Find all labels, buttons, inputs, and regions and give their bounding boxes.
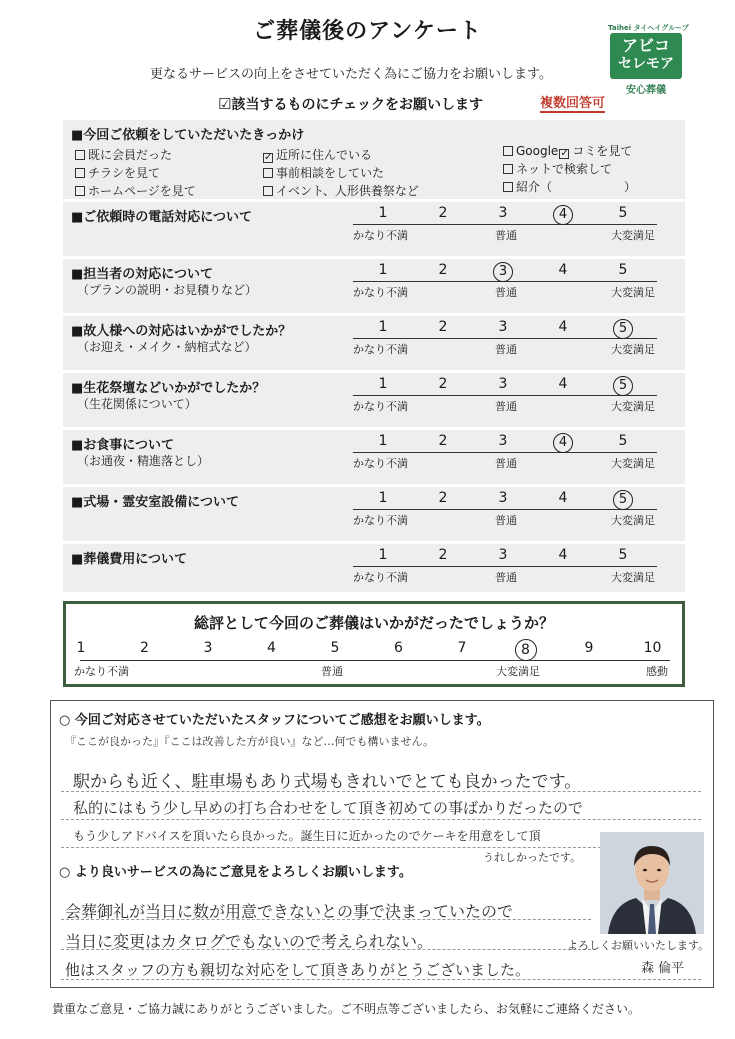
rating-question bbox=[63, 484, 685, 541]
checkmark-icon: ☑ bbox=[218, 95, 232, 113]
rating-option-1[interactable]: 1 bbox=[378, 205, 388, 221]
handwritten-line: 私的にはもう少し早めの打ち合わせをして頂き初めての事ばかりだったので bbox=[73, 799, 584, 817]
scale-label-mid: 普通 bbox=[495, 286, 517, 299]
scale-label-mid: 普通 bbox=[495, 571, 517, 584]
rating-option-5[interactable]: 5 bbox=[618, 433, 628, 449]
overall-option-5[interactable]: 5 bbox=[330, 640, 340, 656]
overall-rating-box bbox=[63, 601, 685, 687]
rating-option-5[interactable]: 5 bbox=[613, 376, 633, 396]
question-subtitle: （お通夜・精進落とし） bbox=[77, 454, 210, 468]
question-title: ■ご依頼時の電話対応について bbox=[71, 210, 253, 225]
rating-option-4[interactable]: 4 bbox=[558, 547, 568, 563]
rating-option-5[interactable]: 5 bbox=[613, 319, 633, 339]
rating-option-3[interactable]: 3 bbox=[498, 547, 508, 563]
rating-option-4[interactable]: 4 bbox=[558, 319, 568, 335]
checkbox-icon[interactable] bbox=[503, 182, 513, 192]
question-title: ■今回ご依頼をしていただいたきっかけ bbox=[71, 128, 305, 143]
rating-option-2[interactable]: 2 bbox=[438, 262, 448, 278]
rating-scale-line bbox=[353, 566, 657, 567]
service-comment-heading: ○ より良いサービスの為にご意見をよろしくお願いします。 bbox=[59, 865, 412, 880]
rating-option-4[interactable]: 4 bbox=[558, 376, 568, 392]
scale-label-mid: 普通 bbox=[495, 457, 517, 470]
rating-option-2[interactable]: 2 bbox=[438, 433, 448, 449]
question-subtitle: （お迎え・メイク・納棺式など） bbox=[77, 340, 257, 354]
option-label: 近所に住んでいる bbox=[276, 148, 373, 162]
scale-label-high: 大変満足 bbox=[611, 457, 655, 470]
option-member[interactable] bbox=[75, 146, 172, 163]
staff-signature: 森 倫平 bbox=[641, 961, 685, 976]
option-label: 既に会員だった bbox=[88, 148, 173, 162]
option-label: 事前相談をしていた bbox=[276, 166, 385, 180]
staff-photo bbox=[600, 832, 704, 934]
rating-scale-line bbox=[353, 338, 657, 339]
question-title: ■生花祭壇などいかがでしたか？ bbox=[71, 381, 266, 396]
check-instruction-text: 該当するものにチェックをお願いします bbox=[231, 97, 484, 113]
overall-option-9[interactable]: 9 bbox=[584, 640, 594, 656]
rating-option-1[interactable]: 1 bbox=[378, 490, 388, 506]
footer-note: 貴重なご意見・ご協力誠にありがとうございました。ご不明点等ございましたら、お気軽にご連絡ください。 bbox=[52, 1002, 641, 1016]
checkbox-icon[interactable] bbox=[263, 186, 273, 196]
rating-option-2[interactable]: 2 bbox=[438, 376, 448, 392]
overall-option-4[interactable]: 4 bbox=[267, 640, 276, 656]
option-consultation[interactable] bbox=[263, 164, 384, 181]
scale-label-high: 大変満足 bbox=[611, 571, 655, 584]
page-title: ご葬儀後のアンケート bbox=[253, 19, 482, 44]
option-event[interactable] bbox=[263, 182, 419, 199]
overall-label-high: 大変満足 bbox=[496, 665, 540, 678]
handwritten-line: 他はスタッフの方も親切な対応をして頂きありがとうございました。 bbox=[65, 961, 531, 979]
rating-option-3[interactable]: 3 bbox=[498, 376, 508, 392]
overall-label-low: かなり不満 bbox=[74, 665, 129, 678]
writing-line bbox=[61, 847, 601, 848]
company-logo bbox=[610, 33, 682, 79]
overall-question: 総評として今回のご葬儀はいかがだったでしょうか？ bbox=[193, 614, 554, 632]
rating-option-2[interactable]: 2 bbox=[438, 490, 448, 506]
rating-option-2[interactable]: 2 bbox=[438, 547, 448, 563]
option-homepage[interactable] bbox=[75, 182, 196, 199]
scale-label-low: かなり不満 bbox=[353, 286, 408, 299]
rating-option-4[interactable]: 4 bbox=[558, 262, 568, 278]
option-label: 紹介（ ） bbox=[516, 180, 637, 194]
overall-label-top: 感動 bbox=[646, 665, 668, 678]
option-label: コミを見て bbox=[572, 144, 633, 158]
question-subtitle: （生花関係について） bbox=[77, 397, 197, 411]
question-title: ■お食事について bbox=[71, 438, 175, 453]
option-label: イベント、人形供養祭など bbox=[276, 184, 419, 198]
rating-option-5[interactable]: 5 bbox=[618, 205, 628, 221]
scale-label-high: 大変満足 bbox=[611, 400, 655, 413]
checkbox-checked-icon[interactable]: ✓ bbox=[264, 152, 273, 163]
checkbox-icon[interactable] bbox=[503, 164, 513, 174]
rating-option-3[interactable]: 3 bbox=[498, 433, 508, 449]
rating-option-5[interactable]: 5 bbox=[618, 547, 628, 563]
rating-question bbox=[63, 541, 685, 592]
rating-option-3[interactable]: 3 bbox=[498, 319, 508, 335]
overall-option-6[interactable]: 6 bbox=[394, 640, 403, 656]
question-title: ■故人様への対応はいかがでしたか？ bbox=[71, 324, 292, 339]
question-trigger bbox=[63, 117, 685, 199]
option-label: ネットで検索して bbox=[516, 162, 613, 176]
scale-label-high: 大変満足 bbox=[611, 229, 655, 242]
rating-question bbox=[63, 313, 685, 370]
overall-option-10[interactable]: 10 bbox=[643, 640, 662, 656]
rating-question bbox=[63, 370, 685, 427]
question-title: ■葬儀費用について bbox=[71, 552, 188, 567]
logo-line2: セレモア bbox=[618, 56, 674, 72]
checkbox-icon[interactable] bbox=[75, 150, 85, 160]
handwritten-line: 駅からも近く、駐車場もあり式場もきれいでとても良かったです。 bbox=[73, 772, 582, 792]
rating-scale-line bbox=[353, 395, 657, 396]
rating-option-1[interactable]: 1 bbox=[378, 433, 388, 449]
rating-option-2[interactable]: 2 bbox=[438, 205, 448, 221]
option-nearby[interactable] bbox=[263, 146, 372, 163]
rating-scale-line bbox=[353, 509, 657, 510]
handwritten-line: 当日に変更はカタログでもないので考えられない。 bbox=[65, 932, 434, 951]
scale-label-low: かなり不満 bbox=[353, 514, 408, 527]
option-label: ホームページを見て bbox=[88, 184, 196, 198]
option-label: チラシを見て bbox=[88, 166, 161, 180]
question-title: ■担当者の対応について bbox=[71, 267, 214, 282]
scale-label-high: 大変満足 bbox=[611, 286, 655, 299]
handwritten-line: もう少しアドバイスを頂いたら良かった。誕生日に近かったのでケーキを用意をして頂 bbox=[73, 829, 541, 843]
checkbox-icon[interactable] bbox=[75, 168, 85, 178]
rating-scale-line bbox=[353, 452, 657, 453]
rating-option-1[interactable]: 1 bbox=[378, 262, 388, 278]
overall-option-3[interactable]: 3 bbox=[203, 640, 213, 656]
overall-option-8[interactable]: 8 bbox=[515, 639, 537, 661]
scale-label-low: かなり不満 bbox=[353, 457, 408, 470]
scale-label-mid: 普通 bbox=[495, 343, 517, 356]
rating-option-4[interactable]: 4 bbox=[558, 490, 568, 506]
logo-brand: Taihei タイヘイグループ bbox=[608, 24, 689, 32]
logo-line1: アビコ bbox=[621, 36, 670, 55]
handwritten-line: うれしかったです。 bbox=[483, 851, 582, 864]
scale-label-low: かなり不満 bbox=[353, 343, 408, 356]
overall-scale-line bbox=[80, 660, 670, 661]
staff-note: よろしくお願いいたします。 bbox=[567, 939, 710, 952]
option-referral[interactable] bbox=[503, 178, 636, 195]
option-flyer[interactable] bbox=[75, 164, 160, 181]
rating-option-4[interactable]: 4 bbox=[553, 433, 573, 453]
scale-label-mid: 普通 bbox=[495, 400, 517, 413]
rating-question bbox=[63, 427, 685, 484]
staff-comment-hint: 『ここが良かった』『ここは改善した方が良い』など…何でも構いません。 bbox=[65, 735, 435, 748]
scale-label-low: かなり不満 bbox=[353, 400, 408, 413]
scale-label-mid: 普通 bbox=[495, 514, 517, 527]
rating-option-1[interactable]: 1 bbox=[378, 319, 388, 335]
rating-option-2[interactable]: 2 bbox=[438, 319, 448, 335]
rating-option-1[interactable]: 1 bbox=[378, 547, 388, 563]
rating-question bbox=[63, 199, 685, 256]
rating-question bbox=[63, 256, 685, 313]
rating-option-5[interactable]: 5 bbox=[613, 490, 633, 510]
check-instruction bbox=[218, 94, 483, 114]
multiple-answers-note: 複数回答可 bbox=[540, 96, 606, 111]
scale-label-high: 大変満足 bbox=[611, 343, 655, 356]
option-label: Google bbox=[516, 144, 559, 158]
scale-label-low: かなり不満 bbox=[353, 571, 408, 584]
option-web-search[interactable] bbox=[503, 160, 612, 177]
scale-label-high: 大変満足 bbox=[611, 514, 655, 527]
handwritten-line: 会葬御礼が当日に数が用意できないとの事で決まっていたので bbox=[65, 902, 514, 921]
rating-option-3[interactable]: 3 bbox=[498, 205, 508, 221]
rating-option-1[interactable]: 1 bbox=[378, 376, 388, 392]
rating-option-3[interactable]: 3 bbox=[498, 490, 508, 506]
scale-label-mid: 普通 bbox=[495, 229, 517, 242]
writing-line bbox=[61, 819, 701, 820]
checkbox-icon[interactable] bbox=[263, 168, 273, 178]
checkbox-checked-icon[interactable]: ✓ bbox=[560, 148, 569, 159]
staff-comment-heading: ○ 今回ご対応させていただいたスタッフについてご感想をお願いします。 bbox=[59, 713, 490, 728]
scale-label-low: かなり不満 bbox=[353, 229, 408, 242]
question-title: ■式場・霊安室設備について bbox=[71, 495, 240, 510]
overall-option-7[interactable]: 7 bbox=[457, 640, 467, 656]
rating-option-4[interactable]: 4 bbox=[553, 205, 573, 225]
checkbox-icon[interactable] bbox=[75, 186, 85, 196]
rating-option-5[interactable]: 5 bbox=[618, 262, 628, 278]
question-subtitle: （プランの説明・お見積りなど） bbox=[77, 283, 258, 297]
rating-option-3[interactable]: 3 bbox=[493, 262, 513, 282]
overall-option-1[interactable]: 1 bbox=[76, 640, 86, 656]
overall-option-2[interactable]: 2 bbox=[140, 640, 149, 656]
page-subtitle: 更なるサービスの向上をさせていただく為にご協力をお願いします。 bbox=[150, 67, 552, 82]
overall-label-mid: 普通 bbox=[321, 665, 343, 678]
option-google[interactable] bbox=[503, 142, 632, 159]
checkbox-icon[interactable] bbox=[503, 146, 513, 156]
rating-scale-line bbox=[353, 224, 657, 225]
logo-tagline: 安心葬儀 bbox=[626, 85, 666, 96]
